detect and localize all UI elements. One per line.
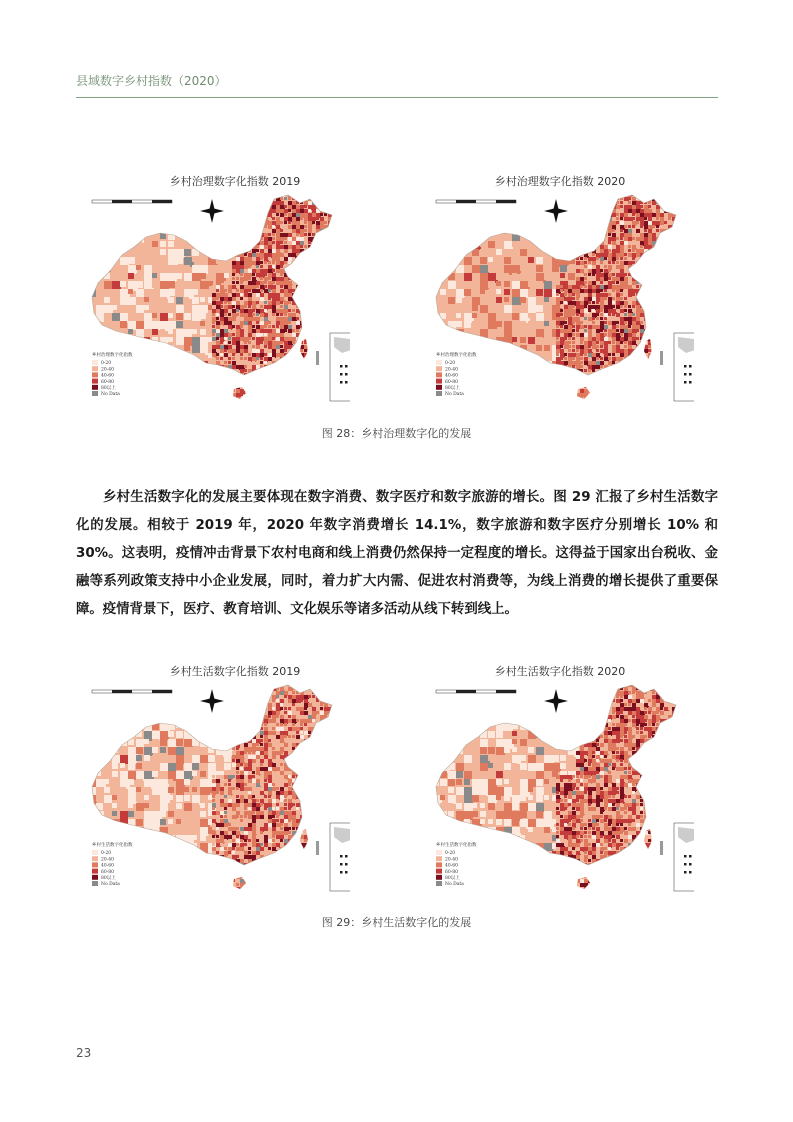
legend-label: 80以上 bbox=[101, 386, 116, 391]
legend-label: 40-60 bbox=[101, 863, 114, 869]
south-china-sea-inset bbox=[316, 823, 350, 891]
south-china-sea-inset bbox=[316, 333, 350, 401]
legend-swatch bbox=[436, 360, 442, 365]
legend-label: 0-20 bbox=[445, 851, 456, 857]
legend-swatch bbox=[436, 881, 442, 886]
china-map-gov-2020 bbox=[432, 193, 694, 413]
legend-swatch bbox=[436, 850, 442, 855]
legend-label: 20-40 bbox=[445, 857, 458, 863]
legend-label: 40-60 bbox=[445, 863, 458, 869]
legend-label: 40-60 bbox=[445, 373, 458, 379]
scale-bar bbox=[436, 200, 516, 203]
legend-swatch bbox=[436, 391, 442, 396]
choropleth-regions bbox=[432, 193, 694, 413]
fig28-map1 bbox=[88, 193, 350, 413]
legend-swatch bbox=[92, 869, 98, 874]
legend-swatch bbox=[436, 379, 442, 384]
china-map-life-2020 bbox=[432, 683, 694, 903]
legend-swatch bbox=[92, 856, 98, 861]
legend-title: 乡村治理数字化指数 bbox=[92, 353, 133, 358]
legend-label: No Data bbox=[101, 392, 120, 398]
south-china-sea-inset bbox=[660, 823, 694, 891]
fig28-map2 bbox=[432, 193, 694, 413]
legend-label: 0-20 bbox=[101, 851, 112, 857]
legend-swatch bbox=[436, 875, 442, 880]
legend-swatch bbox=[92, 875, 98, 880]
fig29-map2 bbox=[432, 683, 694, 903]
legend-swatch bbox=[436, 869, 442, 874]
fig29-map1 bbox=[88, 683, 350, 903]
legend-title: 乡村治理数字化指数 bbox=[436, 353, 477, 358]
choropleth-regions bbox=[88, 193, 350, 413]
legend-swatch bbox=[436, 366, 442, 371]
china-map-gov-2019 bbox=[88, 193, 350, 413]
legend-swatch bbox=[436, 385, 442, 390]
legend-swatch bbox=[92, 391, 98, 396]
legend-label: 20-40 bbox=[101, 367, 114, 373]
choropleth-regions bbox=[88, 683, 350, 903]
legend-label: 80以上 bbox=[101, 876, 116, 881]
legend-title: 乡村生活数字化指数 bbox=[436, 843, 477, 848]
legend-label: 80以上 bbox=[445, 876, 460, 881]
south-china-sea-inset bbox=[660, 333, 694, 401]
north-arrow-icon bbox=[544, 689, 568, 713]
fig28-map2-title: 乡村治理数字化指数 2020 bbox=[494, 175, 626, 188]
page-number: 23 bbox=[76, 1046, 92, 1060]
legend-label: 0-20 bbox=[101, 361, 112, 367]
header-rule bbox=[76, 97, 718, 98]
legend-title: 乡村生活数字化指数 bbox=[92, 843, 133, 848]
header-title: 县域数字乡村指数（2020） bbox=[76, 74, 227, 88]
legend-swatch bbox=[92, 379, 98, 384]
map-legend bbox=[92, 841, 133, 887]
north-arrow-icon bbox=[200, 689, 224, 713]
legend-swatch bbox=[92, 850, 98, 855]
scale-bar bbox=[436, 690, 516, 693]
fig29-caption: 图 29：乡村生活数字化的发展 bbox=[321, 916, 472, 929]
china-map-life-2019 bbox=[88, 683, 350, 903]
body-paragraph: 乡村生活数字化的发展主要体现在数字消费、数字医疗和数字旅游的增长。图 29 汇报了乡村生活数字化的发展。相较于 2019 年，2020 年数字消费增长 14.1%，数字旅游和数字医疗分别增长 10% 和 30%。这表明，疫情冲击背景下农村电商和线上消费仍然保持一定程度的增长。这得益于国家出台税收、金融等系列政策支持中小企业发展，同时，着力扩大内需、促进农村消费等，为线上消费的增长提供了重要保障。疫情背景下，医疗、教育培训、文化娱乐等诸多活动从线下转到线上。 bbox=[76, 490, 718, 617]
legend-swatch bbox=[92, 862, 98, 867]
map-legend bbox=[436, 841, 477, 887]
north-arrow-icon bbox=[544, 199, 568, 223]
legend-label: No Data bbox=[445, 882, 464, 888]
legend-label: 60-80 bbox=[445, 379, 458, 385]
scale-bar bbox=[92, 200, 172, 203]
legend-swatch bbox=[92, 881, 98, 886]
legend-swatch bbox=[92, 360, 98, 365]
legend-swatch bbox=[436, 856, 442, 861]
legend-label: 60-80 bbox=[101, 869, 114, 875]
legend-label: 60-80 bbox=[445, 869, 458, 875]
map-legend bbox=[436, 351, 477, 397]
legend-label: 60-80 bbox=[101, 379, 114, 385]
fig28-map1-title: 乡村治理数字化指数 2019 bbox=[169, 175, 301, 188]
legend-swatch bbox=[92, 366, 98, 371]
fig29-map1-title: 乡村生活数字化指数 2019 bbox=[169, 665, 301, 678]
north-arrow-icon bbox=[200, 199, 224, 223]
map-legend bbox=[92, 351, 133, 397]
legend-label: 40-60 bbox=[101, 373, 114, 379]
legend-label: No Data bbox=[445, 392, 464, 398]
legend-swatch bbox=[436, 862, 442, 867]
legend-swatch bbox=[92, 385, 98, 390]
legend-swatch bbox=[92, 372, 98, 377]
legend-label: 20-40 bbox=[101, 857, 114, 863]
legend-label: 20-40 bbox=[445, 367, 458, 373]
fig29-map2-title: 乡村生活数字化指数 2020 bbox=[494, 665, 626, 678]
legend-label: 80以上 bbox=[445, 386, 460, 391]
legend-swatch bbox=[436, 372, 442, 377]
scale-bar bbox=[92, 690, 172, 693]
legend-label: 0-20 bbox=[445, 361, 456, 367]
legend-label: No Data bbox=[101, 882, 120, 888]
choropleth-regions bbox=[432, 683, 694, 903]
fig28-caption: 图 28：乡村治理数字化的发展 bbox=[321, 427, 472, 440]
